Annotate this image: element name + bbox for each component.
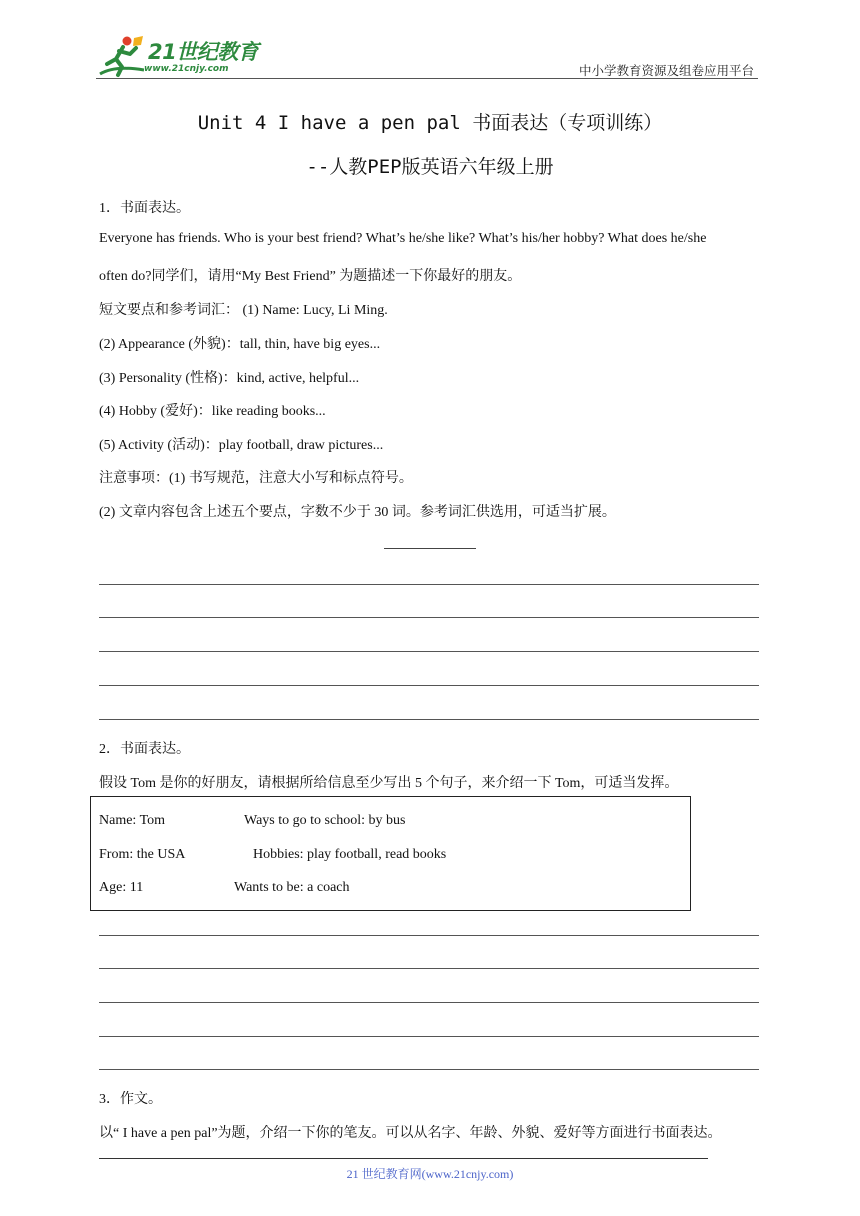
q1-point-hobby: (4) Hobby (爱好)：like reading books... bbox=[99, 404, 326, 419]
page-title: Unit 4 I have a pen pal 书面表达（专项训练） bbox=[197, 112, 663, 134]
info-ways: Ways to go to school: by bus bbox=[244, 813, 406, 828]
q1-notes-1: 注意事项：(1) 书写规范，注意大小写和标点符号。 bbox=[99, 471, 413, 486]
info-hobbies: Hobbies: play football, read books bbox=[253, 847, 447, 862]
writing-line bbox=[99, 719, 759, 720]
q1-points-intro: 短文要点和参考词汇： (1) Name: Lucy, Li Ming. bbox=[99, 303, 388, 318]
footer-rule bbox=[99, 1158, 708, 1159]
writing-line bbox=[99, 1036, 759, 1037]
header-rule bbox=[96, 78, 758, 79]
q1-point-activity: (5) Activity (活动)：play football, draw pictures... bbox=[99, 438, 384, 453]
q1-prompt-line2: often do?同学们，请用“My Best Friend” 为题描述一下你最好的朋友。 bbox=[99, 269, 522, 284]
q2-prompt: 假设 Tom 是你的好朋友，请根据所给信息至少写出 5 个句子，来介绍一下 Tom，可适当发挥。 bbox=[99, 776, 679, 791]
q1-point-appearance: (2) Appearance (外貌)：tall, thin, have big eyes... bbox=[99, 337, 381, 352]
writing-line bbox=[99, 685, 759, 686]
title-blank-line bbox=[384, 548, 476, 549]
q1-notes-2: (2) 文章内容包含上述五个要点，字数不少于 30 词。参考词汇供选用，可适当扩展。 bbox=[99, 505, 616, 520]
q2-heading: 2．书面表达。 bbox=[99, 742, 190, 757]
site-logo bbox=[96, 34, 266, 80]
q3-prompt: 以“ I have a pen pal”为题，介绍一下你的笔友。可以从名字、年龄、外貌、爱好等方面进行书面表达。 bbox=[99, 1126, 722, 1141]
info-from: From: the USA bbox=[99, 847, 186, 862]
info-name: Name: Tom bbox=[99, 813, 166, 828]
writing-line bbox=[99, 1002, 759, 1003]
platform-name: 中小学教育资源及组卷应用平台 bbox=[578, 64, 754, 78]
writing-line bbox=[99, 584, 759, 585]
writing-line bbox=[99, 651, 759, 652]
writing-line bbox=[99, 935, 759, 936]
logo-url: www.21cnjy.com bbox=[144, 64, 229, 74]
info-wants: Wants to be: a coach bbox=[234, 880, 350, 895]
q3-heading: 3．作文。 bbox=[99, 1092, 162, 1107]
writing-line bbox=[99, 968, 759, 969]
logo-text: 21世纪教育 bbox=[148, 40, 259, 64]
q1-heading: 1．书面表达。 bbox=[99, 201, 190, 216]
footer-text: 21 世纪教育网(www.21cnjy.com) bbox=[346, 1167, 514, 1181]
info-age: Age: 11 bbox=[99, 880, 144, 895]
runner-logo-icon bbox=[96, 34, 148, 78]
writing-line bbox=[99, 617, 759, 618]
writing-line bbox=[99, 1069, 759, 1070]
q1-point-personality: (3) Personality (性格)：kind, active, helpful... bbox=[99, 371, 360, 386]
q1-prompt-line1: Everyone has friends. Who is your best friend? What’s he/she like? What’s his/her hobby? What does he/she bbox=[99, 231, 707, 246]
page-subtitle: --人教PEP版英语六年级上册 bbox=[306, 156, 554, 178]
